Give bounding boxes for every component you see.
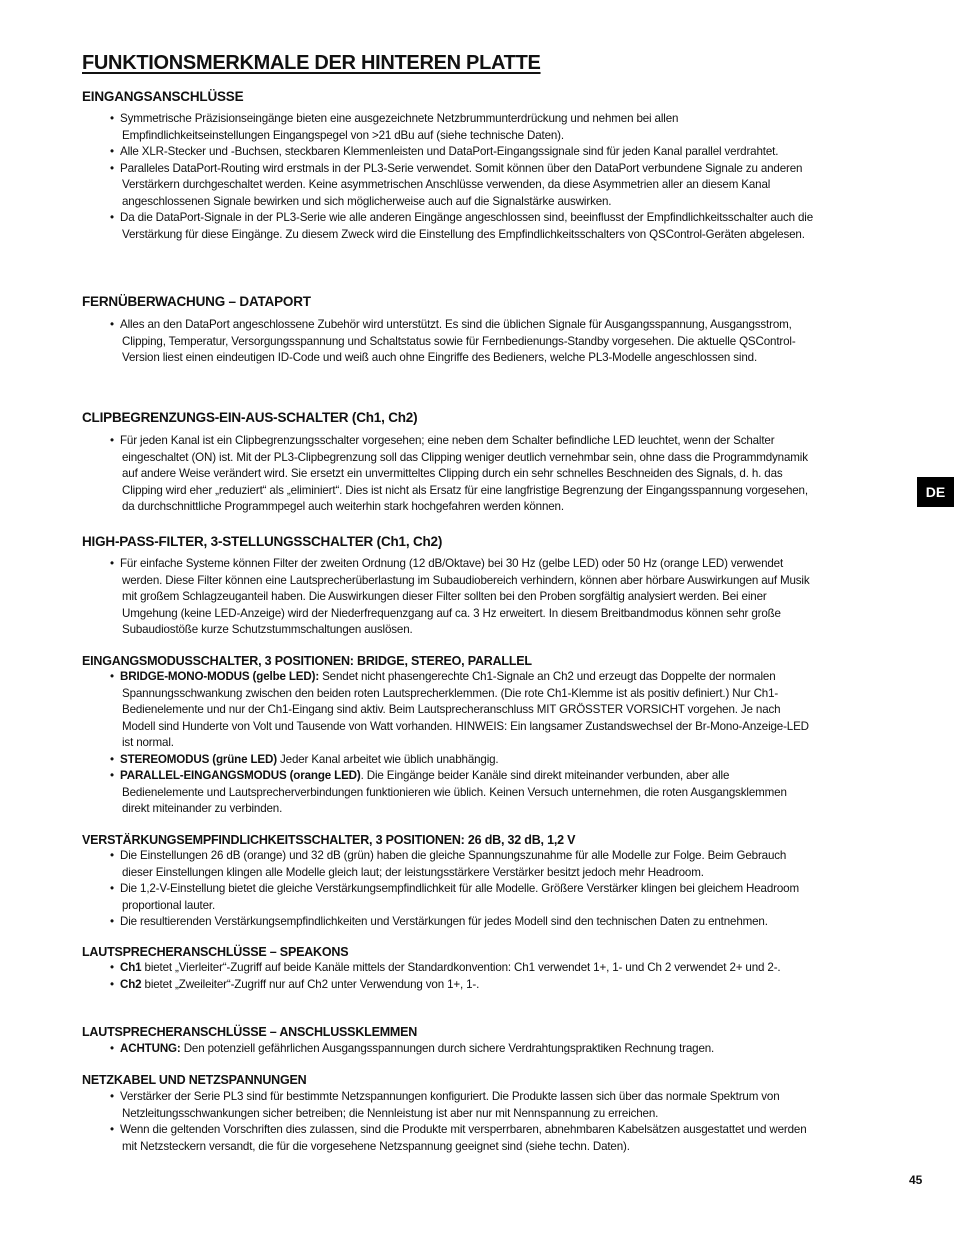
bullet-icon: •	[110, 977, 114, 991]
bullet-icon: •	[110, 1123, 114, 1136]
list-item: • STEREOMODUS (grüne LED) Jeder Kanal arbeitet wie üblich unabhängig.	[110, 752, 814, 769]
list-item: • Alle XLR-Stecker und -Buchsen, steckbaren Klemmenleisten und DataPort-Eingangssignale sind für jeden Kanal parallel verdrahtet.	[110, 144, 814, 161]
list-item: • Die Einstellungen 26 dB (orange) und 32 dB (grün) haben die gleiche Spannungszunahme für alle Modelle zur Folge. Beim Gebrauch dieser Einstellungen klingen alle Modelle gleich laut; der leistungsstärkere Verstärker besitzt jedoch mehr Headroom.	[110, 849, 787, 879]
bullet-icon: •	[110, 1042, 114, 1055]
section-heading: LAUTSPRECHERANSCHLÜSSE – ANSCHLUSSKLEMMEN	[82, 1025, 418, 1039]
list-item: • Wenn die geltenden Vorschriften dies zulassen, sind die Produkte mit versperrbaren, abnehmbaren Kabelsätzen ausgestattet und werden mit Netzsteckern versandt, die für die vorgesehene Netzspannung geeignet sind (siehe techn. Daten).	[110, 1123, 807, 1153]
bullet-icon: •	[110, 1090, 114, 1103]
list-item: • Verstärker der Serie PL3 sind für bestimmte Netzspannungen konfiguriert. Die Produkte lassen sich über das normale Spektrum von Netzleitungsschwankungen sicher betreiben; die Nennleistung ist aber nur mit Nennspannung zu erreichen.	[110, 1090, 780, 1120]
bullet-icon: •	[110, 211, 114, 224]
bullet-icon: •	[110, 915, 114, 928]
bullet-list	[110, 1041, 814, 1058]
section-heading: EINGANGSMODUSSCHALTER, 3 POSITIONEN: BRIDGE, STEREO, PARALLEL	[82, 654, 532, 668]
bullet-list	[110, 111, 814, 243]
bullet-list	[110, 433, 814, 516]
page-title: FUNKTIONSMERKMALE DER HINTEREN PLATTE	[82, 52, 541, 74]
list-item: • Für jeden Kanal ist ein Clipbegrenzungsschalter vorgesehen; eine neben dem Schalter befindliche LED leuchtet, wenn der Schalter eingeschaltet (ON) ist. Mit der PL3-Clipbegrenzung soll das Clipping weniger deutlich vernehmbar sein, ohne dass die Programmdynamik auf andere Weise verändert wird. Sie ersetzt ein unvermitteltes Clipping durch ein sehr schnelles Beschneiden des Signals, d. h. das Clipping wird eher „reduziert“ als „eliminiert“. Dies ist nicht als Ersatz für eine langfristige Begrenzung der Eingangsspannung vorgesehen, da durchschnittliche Programmpegel auch weiterhin stark hochgefahren werden können.	[110, 434, 808, 513]
language-tab: DE	[917, 477, 954, 507]
bullet-icon: •	[110, 557, 114, 570]
bullet-list	[110, 317, 814, 367]
section-heading: VERSTÄRKUNGSEMPFINDLICHKEITSSCHALTER, 3 POSITIONEN: 26 dB, 32 dB, 1,2 V	[82, 833, 576, 847]
bullet-icon: •	[110, 670, 114, 683]
section-heading: NETZKABEL UND NETZSPANNUNGEN	[82, 1073, 307, 1087]
bullet-icon: •	[110, 849, 114, 862]
section-heading: CLIPBEGRENZUNGS-EIN-AUS-SCHALTER (Ch1, Ch2)	[82, 410, 418, 425]
section-heading: EINGANGSANSCHLÜSSE	[82, 89, 244, 104]
bullet-icon: •	[110, 434, 114, 447]
list-item: • BRIDGE-MONO-MODUS (gelbe LED): Sendet nicht phasengerechte Ch1-Signale an Ch2 und erzeugt das Doppelte der normalen Spannungsschwankung zwischen den beiden roten Lautsprecherklemmen. (Die rote Ch1-Klemme ist als positiv definiert.) Nur Ch1-Bedienelemente und nur der Ch1-Eingang sind aktiv. Beim Lautsprecheranschluss MIT GRÖSSTER VORSICHT vorgehen. Je nach Modell sind Hunderte von Volt und Tausende von Watt vorhanden. HINWEIS: Ein langsamer Zustandswechsel der Br-Mono-Anzeige-LED ist normal.	[110, 670, 809, 749]
bullet-list	[110, 960, 814, 993]
bullet-icon: •	[110, 769, 114, 782]
bullet-icon: •	[110, 161, 114, 175]
bullet-list	[110, 1089, 814, 1155]
bullet-list	[110, 669, 814, 818]
page-number: 45	[909, 1173, 923, 1187]
list-item: • PARALLEL-EINGANGSMODUS (orange LED). Die Eingänge beider Kanäle sind direkt miteinander verbunden, aber alle Bedienelemente und Lautsprecherverbindungen funktionieren wie üblich. Keinen Versuch unternehmen, die roten Ausgangsklemmen direkt miteinander zu verbinden.	[110, 769, 787, 815]
bullet-icon: •	[110, 752, 114, 766]
bullet-icon: •	[110, 145, 114, 158]
section-heading: HIGH-PASS-FILTER, 3-STELLUNGSSCHALTER (Ch1, Ch2)	[82, 534, 443, 549]
bullet-list	[110, 556, 814, 639]
list-item: • Ch1 bietet „Vierleiter“-Zugriff auf beide Kanäle mittels der Standardkonvention: Ch1 verwendet 1+, 1- und Ch 2 verwendet 2+ und 2-.	[110, 960, 814, 977]
list-item: • Für einfache Systeme können Filter der zweiten Ordnung (12 dB/Oktave) bei 30 Hz (gelbe LED) oder 50 Hz (orange LED) verwendet werden. Diese Filter können eine Lautsprecherüberlastung im Subaudiobereich verhindern, können aber hörbare Auswirkungen auf Musik mit großem Schlagzeuganteil haben. Die Auswirkungen dieser Filter sollten bei den Proben sorgfältig analysiert werden. Bei einer Umgehung (keine LED-Anzeige) wird der Niederfrequenzgang auf ca. 3 Hz erweitert. In diesem Breitbandmodus können sehr große Subaudiostöße kurze Schutzstummschaltungen auslösen.	[110, 557, 810, 636]
bullet-icon: •	[110, 112, 114, 125]
list-item: • Alles an den DataPort angeschlossene Zubehör wird unterstützt. Es sind die üblichen Signale für Ausgangsspannung, Ausgangsstrom, Clipping, Temperatur, Versorgungsspannung und Schaltstatus sowie für Fernbedienungs-Standby vorgesehen. Die aktuelle QSControl-Version liest einen eindeutigen ID-Code und weiß auch ohne Eingriffe des Bedieners, welche PL3-Modelle angeschlossen sind.	[110, 318, 796, 364]
section-heading: LAUTSPRECHERANSCHLÜSSE – SPEAKONS	[82, 945, 349, 959]
bullet-icon: •	[110, 318, 114, 331]
bullet-icon: •	[110, 882, 114, 895]
list-item: • Die 1,2-V-Einstellung bietet die gleiche Verstärkungsempfindlichkeit für alle Modelle. Größere Verstärker klingen bei gleichem Headroom proportional lauter.	[110, 882, 799, 912]
list-item: • Paralleles DataPort-Routing wird erstmals in der PL3-Serie verwendet. Somit können über den DataPort verbundene Signale zu anderen Verstärkern durchgeschaltet werden. Keine asymmetrischen Anschlüsse verwenden, da diese Asymmetrien aller an diesem Kanal angeschlossenen Signale bewirken und sich möglicherweise auch auf die Signalstärke auswirken.	[110, 161, 803, 208]
list-item: • Da die DataPort-Signale in der PL3-Serie wie alle anderen Eingänge angeschlossen sind, beeinflusst der Empfindlichkeitsschalter auch die Verstärkung für diese Eingänge. Zu diesem Zweck wird die Einstellung des Empfindlichkeitsschalters von QSControl-Geräten abgelesen.	[110, 211, 814, 241]
bullet-icon: •	[110, 961, 114, 974]
list-item: • Die resultierenden Verstärkungsempfindlichkeiten und Verstärkungen für jedes Modell sind den technischen Daten zu entnehmen.	[110, 914, 814, 931]
bullet-list	[110, 848, 814, 931]
list-item: • Ch2 bietet „Zweileiter“-Zugriff nur auf Ch2 unter Verwendung von 1+, 1-.	[110, 977, 814, 994]
section-heading: FERNÜBERWACHUNG – DATAPORT	[82, 294, 311, 309]
list-item: • Symmetrische Präzisionseingänge bieten eine ausgezeichnete Netzbrummunterdrückung und nehmen bei allen Empfindlichkeitseinstellungen Eingangspegel von >21 dBu auf (siehe technische Daten).	[110, 112, 679, 142]
list-item: • ACHTUNG: Den potenziell gefährlichen Ausgangsspannungen durch sichere Verdrahtungspraktiken Rechnung tragen.	[110, 1041, 814, 1058]
